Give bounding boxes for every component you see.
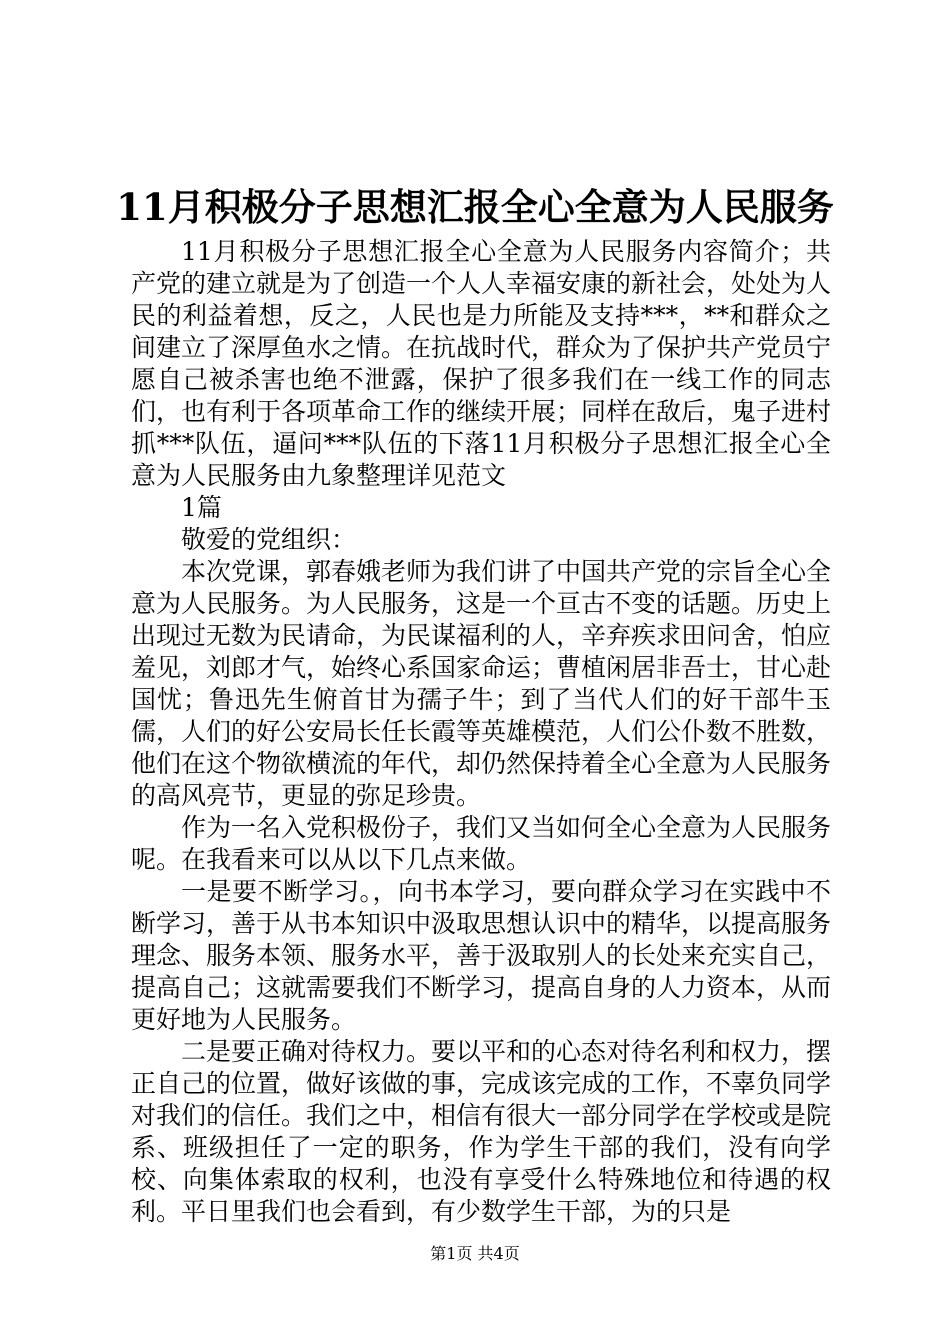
paragraph-question: 作为一名入党积极份子，我们又当如何全心全意为人民服务呢。在我看来可以从以下几点来做。 — [131, 813, 832, 874]
paragraph-count: 1篇 — [181, 493, 222, 522]
paragraph-lesson: 本次党课，郭春娥老师为我们讲了中国共产党的宗旨全心全意为人民服务。为人民服务，这是一个亘古不变的话题。历史上出现过无数为民请命，为民谋福利的人，辛弃疾求田问舍，怕应羞见，刘郎才气，始终心系国家命运；曹植闲居非吾士，甘心赴国忧；鲁迅先生俯首甘为孺子牛；到了当代人们的好干部牛玉儒，人们的好公安局长任长霞等英雄模范，人们公仆数不胜数，他们在这个物欲横流的年代，却仍然保持着全心全意为人民服务的高风亮节，更显的弥足珍贵。 — [131, 557, 832, 810]
paragraph-point-one: 一是要不断学习。，向书本学习，要向群众学习在实践中不断学习，善于从书本知识中汲取思想认识中的精华，以提高服务理念、服务本领、服务水平，善于汲取别人的长处来充实自己，提高自己；这就需要我们不断学习，提高自身的人力资本，从而更好地为人民服务。 — [131, 877, 832, 1034]
paragraph-intro: 11月积极分子思想汇报全心全意为人民服务内容简介；共产党的建立就是为了创造一个人人幸福安康的新社会，处处为人民的利益着想，反之，人民也是力所能及支持***，**和群众之间建立了深厚鱼水之情。在抗战时代，群众为了保护共产党员宁愿自己被杀害也绝不泄露，保护了很多我们在一线工作的同志们，也有利于各项革命工作的继续开展；同样在敌后，鬼子进村抓***队伍，逼问***队伍的下落11月积极分子思想汇报全心全意为人民服务由九象整理详见范文 — [131, 237, 832, 490]
document-title: 11月积极分子思想汇报全心全意为人民服务 — [116, 185, 834, 229]
paragraph-salutation: 敬爱的党组织： — [181, 525, 357, 554]
document-body — [131, 236, 831, 1228]
page-footer: 第1页 共4页 — [430, 1244, 520, 1263]
paragraph-point-two: 二是要正确对待权力。要以平和的心态对待名利和权力，摆正自己的位置，做好该做的事，完成该完成的工作，不辜负同学对我们的信任。我们之中，相信有很大一部分同学在学校或是院系、班级担任了一定的职务，作为学生干部的我们，没有向学校、向集体索取的权利，也没有享受什么特殊地位和待遇的权利。平日里我们也会看到，有少数学生干部，为的只是 — [131, 1037, 832, 1226]
